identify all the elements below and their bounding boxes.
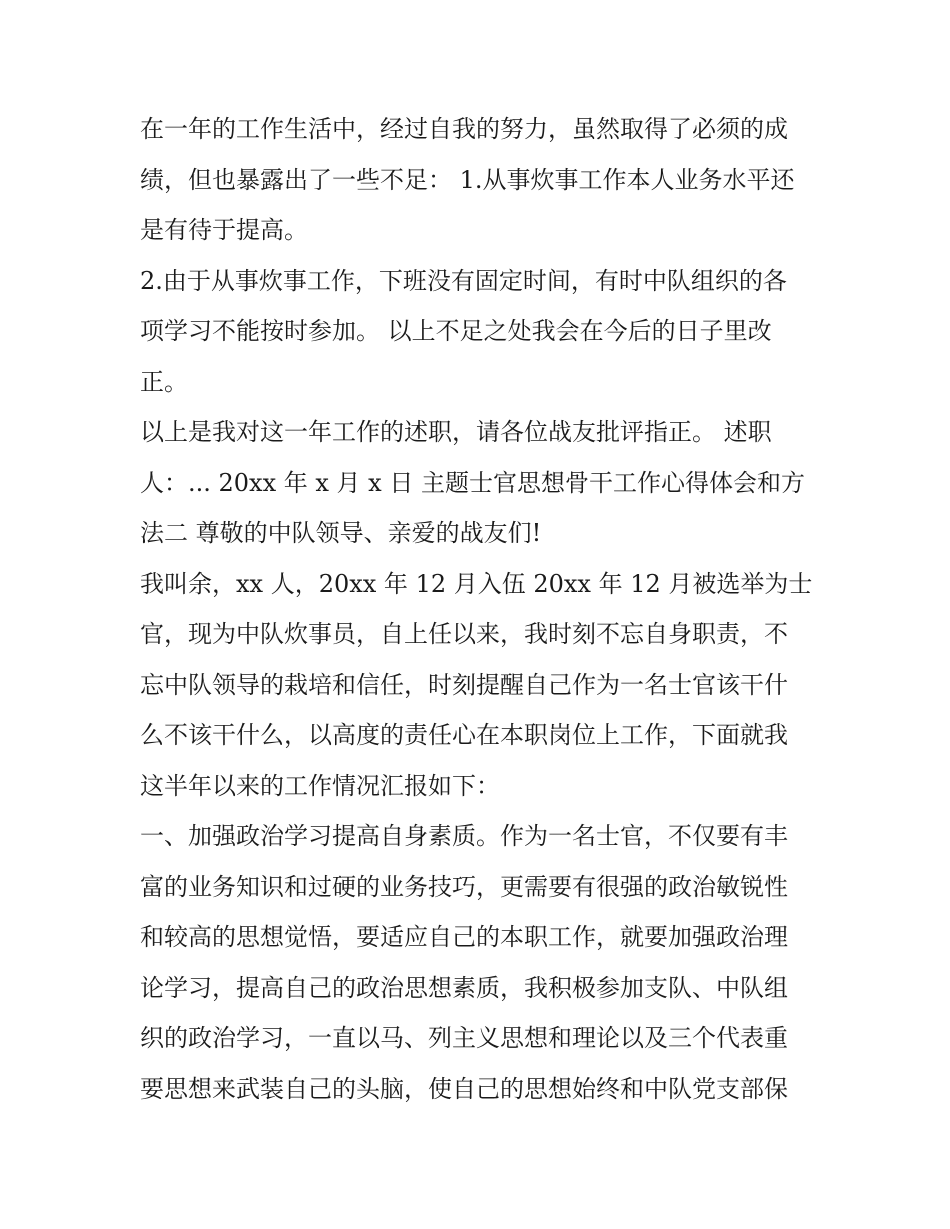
text-line: 绩，但也暴露出了一些不足： 1.从事炊事工作本人业务水平还 [140, 165, 795, 194]
paragraph-shortcomings [140, 104, 816, 256]
paragraph-political-study [140, 811, 816, 1114]
text-line: 论学习，提高自己的政治思想素质，我积极参加支队、中队组 [140, 973, 788, 1002]
text-line: 和较高的思想觉悟，要适应自己的本职工作，就要加强政治理 [140, 923, 788, 951]
text-line: 正。 [140, 367, 188, 396]
text-line: 富的业务知识和过硬的业务技巧，更需要有很强的政治敏锐性 [140, 872, 788, 901]
text-line: 我叫余，xx 人，20xx 年 12 月入伍 20xx 年 12 月被选举为士 [140, 569, 813, 598]
text-line: 在一年的工作生活中，经过自我的努力，虽然取得了必须的成 [140, 115, 788, 143]
text-line: 织的政治学习，一直以马、列主义思想和理论以及三个代表重 [140, 1024, 788, 1052]
text-line: 以上是我对这一年工作的述职，请各位战友批评指正。 述职 [140, 418, 772, 446]
text-line: 忘中队领导的栽培和信任，时刻提醒自己作为一名士官该干什 [140, 670, 788, 699]
text-line: 要思想来武装自己的头脑，使自己的思想始终和中队党支部保 [140, 1074, 788, 1103]
text-line: 项学习不能按时参加。 以上不足之处我会在今后的日子里改 [140, 317, 772, 345]
text-line: 2.由于从事炊事工作，下班没有固定时间，有时中队组织的各 [140, 266, 787, 295]
paragraph-introduction [140, 559, 816, 812]
text-line: 么不该干什么，以高度的责任心在本职岗位上工作，下面就我 [140, 721, 788, 749]
text-line: 一、加强政治学习提高自身素质。作为一名士官，不仅要有丰 [140, 822, 788, 850]
text-line: 这半年以来的工作情况汇报如下： [140, 771, 500, 800]
text-line: 人：... 20xx 年 x 月 x 日 主题士官思想骨干工作心得体会和方 [140, 468, 805, 497]
text-line: 法二 尊敬的中队领导、亲爱的战友们! [140, 519, 542, 547]
paragraph-closing [140, 407, 816, 559]
paragraph-shortcoming-2 [140, 256, 816, 408]
text-line: 官，现为中队炊事员，自上任以来，我时刻不忘自身职责，不 [140, 620, 788, 648]
document-body [140, 104, 816, 1114]
text-line: 是有待于提高。 [140, 216, 308, 244]
